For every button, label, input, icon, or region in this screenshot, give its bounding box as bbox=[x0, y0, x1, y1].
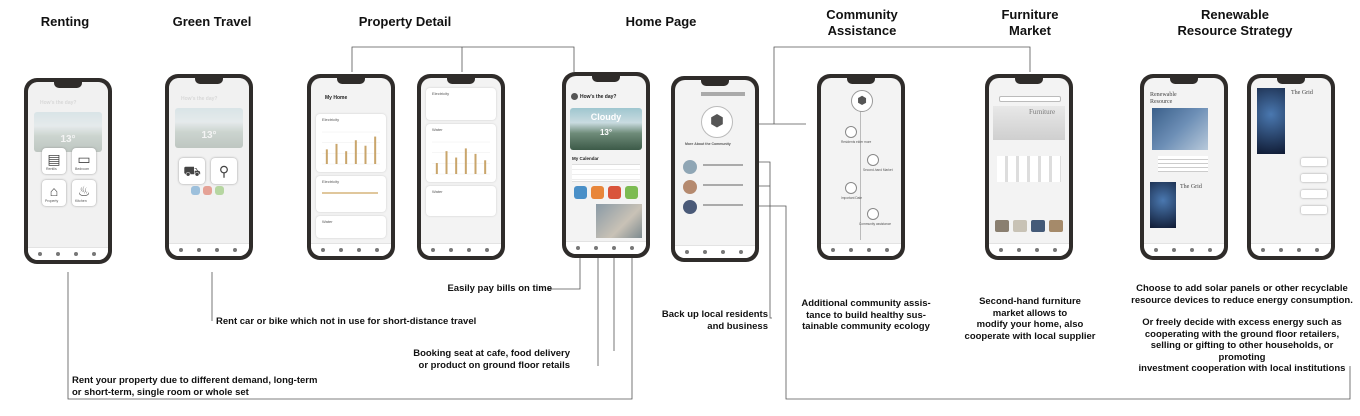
the-grid-title: The Grid bbox=[1291, 90, 1313, 96]
chat-tab-icon[interactable] bbox=[339, 248, 343, 252]
screen-dim-overlay bbox=[28, 82, 108, 260]
chart-bar bbox=[345, 151, 347, 164]
search-tab-icon[interactable] bbox=[215, 248, 219, 252]
app-shortcut-green[interactable] bbox=[215, 186, 224, 195]
timeline-node-2[interactable] bbox=[867, 154, 879, 166]
notch bbox=[337, 78, 365, 84]
chat-tab-icon[interactable] bbox=[1172, 248, 1176, 252]
chart-bar bbox=[484, 160, 486, 174]
notch bbox=[592, 76, 620, 82]
screen-usage-detail bbox=[421, 78, 501, 256]
tab-bar bbox=[675, 245, 755, 258]
weather-condition: Cloudy bbox=[590, 112, 622, 122]
app-shortcut-blue[interactable] bbox=[191, 186, 200, 195]
rent-tile-room[interactable] bbox=[72, 148, 96, 174]
caption-renting: Rent your property due to different demand, long-term or short-term, single room or whole set bbox=[72, 375, 318, 398]
profile-tab-icon[interactable] bbox=[233, 248, 237, 252]
app-shortcut-red[interactable] bbox=[203, 186, 212, 195]
product-thumb-2[interactable] bbox=[1013, 220, 1027, 232]
tab-bar bbox=[989, 243, 1069, 256]
chart-bar bbox=[446, 151, 448, 174]
home-tab-icon[interactable] bbox=[1261, 248, 1265, 252]
chart-bar bbox=[475, 154, 477, 174]
header-bar bbox=[701, 92, 745, 96]
chart-bar bbox=[336, 144, 338, 164]
home-tab-icon[interactable] bbox=[831, 248, 835, 252]
phone-home-page bbox=[562, 72, 650, 258]
retail-app-icon[interactable] bbox=[625, 186, 638, 199]
home-tab-icon[interactable] bbox=[321, 248, 325, 252]
water-summary-card bbox=[426, 186, 496, 216]
product-thumb-4[interactable] bbox=[1049, 220, 1063, 232]
tab-bar bbox=[28, 247, 108, 260]
chat-tab-icon[interactable] bbox=[449, 248, 453, 252]
resident-row-3[interactable] bbox=[683, 200, 749, 214]
bed-icon: ▤ bbox=[47, 151, 61, 167]
caption-rent-vehicle: Rent car or bike which not in use for short-distance travel bbox=[216, 316, 477, 327]
title-renewable-resource-strategy: Renewable Resource Strategy bbox=[1177, 7, 1293, 38]
tab-bar bbox=[311, 243, 391, 256]
chat-tab-icon[interactable] bbox=[56, 252, 60, 256]
search-bar[interactable] bbox=[999, 96, 1061, 102]
title-green-travel: Green Travel bbox=[172, 14, 252, 29]
rent-tile-property[interactable] bbox=[42, 180, 66, 206]
water-label: Water bbox=[432, 189, 443, 194]
chart-bar bbox=[455, 158, 457, 174]
resident-row-1[interactable] bbox=[683, 160, 749, 174]
notch bbox=[54, 82, 82, 88]
search-tab-icon[interactable] bbox=[721, 250, 725, 254]
calendar-title: My Calendar bbox=[572, 156, 599, 161]
title-renting: Renting bbox=[40, 14, 90, 29]
notch bbox=[1277, 78, 1305, 84]
screen-home bbox=[566, 76, 646, 254]
more-about-community: More About the Community bbox=[685, 142, 731, 146]
chat-tab-icon[interactable] bbox=[594, 246, 598, 250]
rent-tile-kitchen[interactable] bbox=[72, 180, 96, 206]
profile-tab-icon[interactable] bbox=[92, 252, 96, 256]
chart-bar bbox=[365, 146, 367, 164]
option-button-4[interactable] bbox=[1301, 206, 1327, 214]
electricity-top-card bbox=[426, 88, 496, 120]
phone-community-overview bbox=[671, 76, 759, 262]
rent-tile-bed[interactable] bbox=[42, 148, 66, 174]
phone-renewable-2 bbox=[1247, 74, 1335, 260]
tab-bar bbox=[566, 241, 646, 254]
room-icon: ▭ bbox=[77, 151, 91, 167]
water-chart bbox=[432, 138, 490, 178]
community-assist-label: Community assistance bbox=[859, 222, 892, 226]
chat-tab-icon[interactable] bbox=[197, 248, 201, 252]
profile-tab-icon[interactable] bbox=[739, 250, 743, 254]
screen-furniture bbox=[989, 78, 1069, 256]
rent-tile-label: Kitchen bbox=[75, 199, 87, 203]
search-tab-icon[interactable] bbox=[357, 248, 361, 252]
option-button-2[interactable] bbox=[1301, 174, 1327, 182]
screen-renting bbox=[28, 82, 108, 260]
chart-bar bbox=[374, 137, 376, 164]
chart-bar bbox=[326, 149, 328, 164]
title-furniture-market: Furniture Market bbox=[1001, 7, 1059, 38]
phone-community-assistance bbox=[817, 74, 905, 260]
product-thumb-3[interactable] bbox=[1031, 220, 1045, 232]
screen-my-home bbox=[311, 78, 391, 256]
electricity-label: Electricity bbox=[322, 117, 340, 122]
resident-avatar bbox=[683, 160, 697, 174]
electricity-label: Electricity bbox=[432, 91, 450, 96]
electricity-chart bbox=[322, 128, 380, 168]
weather-temp: 13° bbox=[599, 128, 613, 137]
electricity-summary-card bbox=[316, 176, 386, 212]
profile-tab-icon[interactable] bbox=[375, 248, 379, 252]
home-tab-icon[interactable] bbox=[576, 246, 580, 250]
notch bbox=[847, 78, 875, 84]
notch bbox=[1015, 78, 1043, 84]
screen-green-travel bbox=[169, 78, 249, 256]
community-logo: ⬢ bbox=[851, 90, 873, 112]
my-home-title: My Home bbox=[325, 95, 348, 101]
photo-strip bbox=[596, 204, 642, 238]
rent-tile-label: Rentlis bbox=[46, 167, 57, 171]
house-icon: ⌂ bbox=[49, 183, 59, 199]
tab-bar bbox=[1251, 243, 1331, 256]
phone-furniture-market bbox=[985, 74, 1073, 260]
kitchen-icon: ♨ bbox=[77, 183, 91, 199]
screen-the-grid bbox=[1251, 78, 1331, 256]
timeline-node-4[interactable] bbox=[867, 208, 879, 220]
home-tab-icon[interactable] bbox=[999, 248, 1003, 252]
profile-tab-icon[interactable] bbox=[885, 248, 889, 252]
screen-community bbox=[675, 80, 755, 258]
search-tab-icon[interactable] bbox=[1297, 248, 1301, 252]
booking-app-icon[interactable] bbox=[608, 186, 621, 199]
screen-community-assistance bbox=[821, 78, 901, 256]
travel-tile-car[interactable] bbox=[179, 158, 205, 184]
home-tab-icon[interactable] bbox=[431, 248, 435, 252]
phone-green-travel bbox=[165, 74, 253, 260]
rent-tile-label: Property bbox=[45, 199, 59, 203]
tab-bar bbox=[421, 243, 501, 256]
usage-bar bbox=[322, 192, 378, 194]
chart-bar bbox=[436, 163, 438, 174]
caption-community: Additional community assis- tance to build healthy sus- tainable community ecology bbox=[801, 298, 931, 332]
resident-avatar bbox=[683, 200, 697, 214]
water-chart-card bbox=[426, 124, 496, 182]
home-tab-icon[interactable] bbox=[685, 250, 689, 254]
residents-label: Residents elder more bbox=[841, 140, 872, 144]
notch bbox=[195, 78, 223, 84]
furniture-title: Furniture bbox=[1029, 108, 1056, 116]
bike-icon: ⚲ bbox=[218, 163, 230, 179]
phone-property-detail-2 bbox=[417, 74, 505, 260]
renewable-title: Renewable Resource bbox=[1150, 92, 1177, 105]
text-line bbox=[703, 184, 743, 186]
travel-tile-bike[interactable] bbox=[211, 158, 237, 184]
avatar[interactable] bbox=[571, 93, 578, 100]
grid-image bbox=[1150, 182, 1176, 228]
caption-renewable-1: Choose to add solar panels or other recyclable resource devices to reduce energy consumption. bbox=[1131, 283, 1353, 306]
electricity-card bbox=[316, 114, 386, 172]
greeting-text: How's the day? bbox=[580, 94, 617, 100]
chat-tab-icon[interactable] bbox=[1017, 248, 1021, 252]
rent-tile-label: Bedroom bbox=[75, 167, 90, 171]
the-grid-title: The Grid bbox=[1180, 184, 1202, 190]
title-home-page: Home Page bbox=[625, 14, 697, 29]
profile-tab-icon[interactable] bbox=[1208, 248, 1212, 252]
chart-bar bbox=[355, 140, 357, 164]
product-thumb-1[interactable] bbox=[995, 220, 1009, 232]
resident-row-2[interactable] bbox=[683, 180, 749, 194]
grid-hero-image bbox=[1257, 88, 1285, 154]
search-tab-icon[interactable] bbox=[1035, 248, 1039, 252]
notch bbox=[701, 80, 729, 86]
car-icon: ⛟ bbox=[183, 163, 201, 179]
calendar-rows bbox=[572, 164, 640, 182]
chat-tab-icon[interactable] bbox=[849, 248, 853, 252]
screen-renewable bbox=[1144, 78, 1224, 256]
chat-tab-icon[interactable] bbox=[703, 250, 707, 254]
search-tab-icon[interactable] bbox=[1190, 248, 1194, 252]
chart-bar bbox=[465, 148, 467, 174]
delivery-app-icon[interactable] bbox=[591, 186, 604, 199]
second-hand-label: Second-hand Market bbox=[863, 168, 893, 172]
home-tab-icon[interactable] bbox=[1154, 248, 1158, 252]
tab-bar bbox=[1144, 243, 1224, 256]
water-card bbox=[316, 216, 386, 238]
solar-panel-image bbox=[1152, 108, 1208, 150]
notch bbox=[1170, 78, 1198, 84]
caption-booking: Booking seat at cafe, food delivery or product on ground floor retails bbox=[413, 348, 570, 371]
resident-avatar bbox=[683, 180, 697, 194]
caption-bills: Easily pay bills on time bbox=[447, 283, 552, 294]
title-property-detail: Property Detail bbox=[358, 14, 452, 29]
community-logo: ⬢ bbox=[701, 106, 733, 138]
category-grid bbox=[997, 156, 1061, 182]
search-tab-icon[interactable] bbox=[612, 246, 616, 250]
timeline-line bbox=[860, 98, 861, 240]
phone-renewable-1 bbox=[1140, 74, 1228, 260]
water-label: Water bbox=[322, 219, 333, 224]
option-button-3[interactable] bbox=[1301, 190, 1327, 198]
electricity-label: Electricity bbox=[322, 179, 340, 184]
text-line bbox=[703, 164, 743, 166]
notch bbox=[447, 78, 475, 84]
tab-bar bbox=[169, 243, 249, 256]
phone-property-detail-1 bbox=[307, 74, 395, 260]
search-tab-icon[interactable] bbox=[867, 248, 871, 252]
profile-tab-icon[interactable] bbox=[1315, 248, 1319, 252]
option-button-1[interactable] bbox=[1301, 158, 1327, 166]
timeline-node-1[interactable] bbox=[845, 126, 857, 138]
caption-backup: Back up local residents and business bbox=[661, 309, 768, 332]
chat-tab-icon[interactable] bbox=[1279, 248, 1283, 252]
important-date-label: Important Date bbox=[841, 196, 863, 200]
caption-furniture: Second-hand furniture market allows to modify your home, also cooperate with local supplier bbox=[964, 296, 1096, 342]
phone-renting bbox=[24, 78, 112, 264]
search-tab-icon[interactable] bbox=[467, 248, 471, 252]
bills-app-icon[interactable] bbox=[574, 186, 587, 199]
water-label: Water bbox=[432, 127, 443, 132]
title-community-assistance: Community Assistance bbox=[826, 7, 898, 38]
profile-tab-icon[interactable] bbox=[1053, 248, 1057, 252]
home-tab-icon[interactable] bbox=[38, 252, 42, 256]
timeline-node-3[interactable] bbox=[845, 182, 857, 194]
profile-tab-icon[interactable] bbox=[630, 246, 634, 250]
profile-tab-icon[interactable] bbox=[485, 248, 489, 252]
tab-bar bbox=[821, 243, 901, 256]
search-tab-icon[interactable] bbox=[74, 252, 78, 256]
caption-renewable-2: Or freely decide with excess energy such as cooperating with the ground floor retailers, selling or gifting to other households, or promoting investment cooperation with local institutions bbox=[1138, 317, 1346, 374]
description-text bbox=[1158, 156, 1208, 172]
home-tab-icon[interactable] bbox=[179, 248, 183, 252]
text-line bbox=[703, 204, 743, 206]
